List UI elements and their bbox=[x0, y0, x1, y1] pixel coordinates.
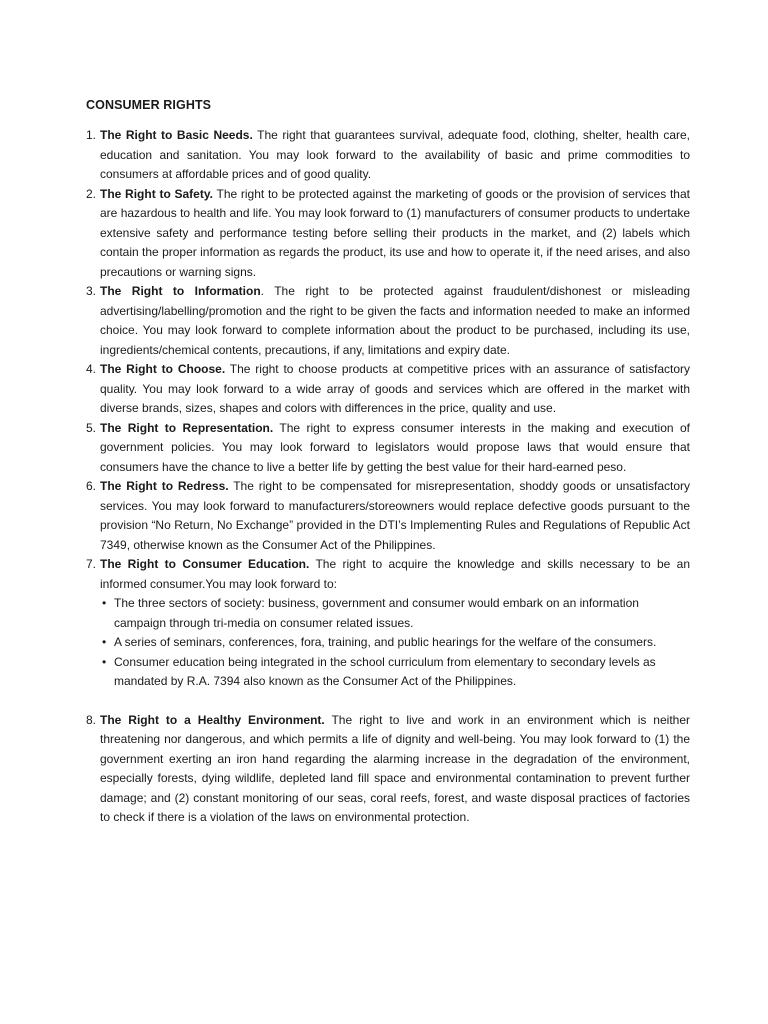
right-name: The Right to Choose. bbox=[100, 362, 226, 376]
item-number: 5. bbox=[86, 420, 97, 435]
right-description: The right to express consumer interests in the making and execution of government policies. You may look forward to legislators would propose laws that would ensure that consumers have the chance to live a better life by getting the best value for their hard-earned peso. bbox=[100, 420, 690, 474]
right-item-representation bbox=[86, 419, 690, 478]
right-name: The Right to a Healthy Environment. bbox=[100, 712, 325, 727]
item-number: 8. bbox=[86, 712, 97, 727]
right-name: The Right to Redress. bbox=[100, 479, 229, 493]
bullet-text: A series of seminars, conferences, fora, training, and public hearings for the welfare of the consumers. bbox=[114, 635, 657, 649]
bullet-icon: • bbox=[102, 635, 107, 649]
right-item-consumer-education bbox=[86, 555, 690, 692]
right-item-safety bbox=[86, 185, 690, 283]
rights-list bbox=[86, 126, 690, 828]
right-name: The Right to Basic Needs. bbox=[100, 128, 253, 142]
item-number: 3. bbox=[86, 284, 97, 298]
bullet-item bbox=[100, 594, 690, 633]
right-name: The Right to Consumer Education. bbox=[100, 557, 310, 571]
right-description: The right to be protected against the marketing of goods or the provision of services that are hazardous to health and life. You may look forward to (1) manufacturers of consumer products to undertake extensive safety and performance testing before selling their products in the market, and (2) labels which contain the proper information as regards the product, its use and how to operate it, if the need arises, and also precautions or warning signs. bbox=[100, 186, 690, 279]
right-name: The Right to Information bbox=[100, 284, 261, 298]
bullet-text: Consumer education being integrated in the school curriculum from elementary to secondary levels as mandated by R.A. 7394 also known as the Consumer Act of the Philippines. bbox=[114, 654, 656, 688]
right-description: . The right to be protected against fraudulent/dishonest or misleading advertising/labelling/promotion and the right to be given the facts and information needed to make an informed choice. You may look forward to complete information about the product to be purchased, including its use, ingredients/chemical contents, precautions, if any, limitations and expiry date. bbox=[100, 284, 691, 357]
right-description: The right to choose products at competitive prices with an assurance of satisfactory quality. You may look forward to a wide array of goods and services which are offered in the market with diverse brands, sizes, shapes and colors with differences in the price, quality and use. bbox=[100, 362, 690, 415]
right-item-redress bbox=[86, 477, 690, 555]
item-number: 1. bbox=[86, 128, 97, 142]
bullet-item bbox=[100, 653, 690, 692]
right-item-choose bbox=[86, 360, 690, 419]
right-description: The right to be compensated for misrepresentation, shoddy goods or unsatisfactory services. You may look forward to manufacturers/storeowners would replace defective goods pursuant to the provision “No Return, No Exchange” provided in the DTI’s Implementing Rules and Regulations of Republic Act 7349, otherwise known as the Consumer Act of the Philippines. bbox=[100, 479, 690, 552]
bullet-item bbox=[100, 633, 690, 653]
right-description: The right to acquire the knowledge and skills necessary to be an informed consumer.You may look forward to: bbox=[100, 557, 690, 591]
right-name: The Right to Safety. bbox=[100, 186, 213, 201]
right-item-healthy-environment bbox=[86, 711, 690, 828]
right-description: The right that guarantees survival, adequate food, clothing, shelter, health care, education and sanitation. You may look forward to the availability of basic and prime commodities to consumers at affordable prices and of good quality. bbox=[100, 128, 690, 181]
right-item-information bbox=[86, 282, 690, 360]
document-page bbox=[86, 98, 690, 828]
document-title: CONSUMER RIGHTS bbox=[86, 98, 212, 112]
bullet-text: The three sectors of society: business, government and consumer would embark on an information campaign through tri-media on consumer related issues. bbox=[114, 596, 639, 630]
right-name: The Right to Representation. bbox=[100, 420, 274, 435]
item-number: 4. bbox=[86, 362, 97, 376]
education-bullet-list bbox=[100, 594, 690, 692]
item-number: 7. bbox=[86, 557, 97, 571]
bullet-icon: • bbox=[102, 596, 107, 610]
right-description: The right to live and work in an environment which is neither threatening nor dangerous, and which permits a life of dignity and well-being. You may look forward to (1) the government exerting an iron hand regarding the alarming increase in the degradation of the environment, especially forests, dying wildlife, depleted land fill space and environmental contamination to prevent further damage; and (2) constant monitoring of our seas, coral reefs, forest, and waste disposal practices of factories to check if there is a violation of the laws on environmental protection. bbox=[100, 712, 690, 824]
right-item-basic-needs bbox=[86, 126, 690, 185]
item-number: 2. bbox=[86, 186, 97, 201]
bullet-icon: • bbox=[102, 654, 107, 669]
item-number: 6. bbox=[86, 479, 97, 493]
